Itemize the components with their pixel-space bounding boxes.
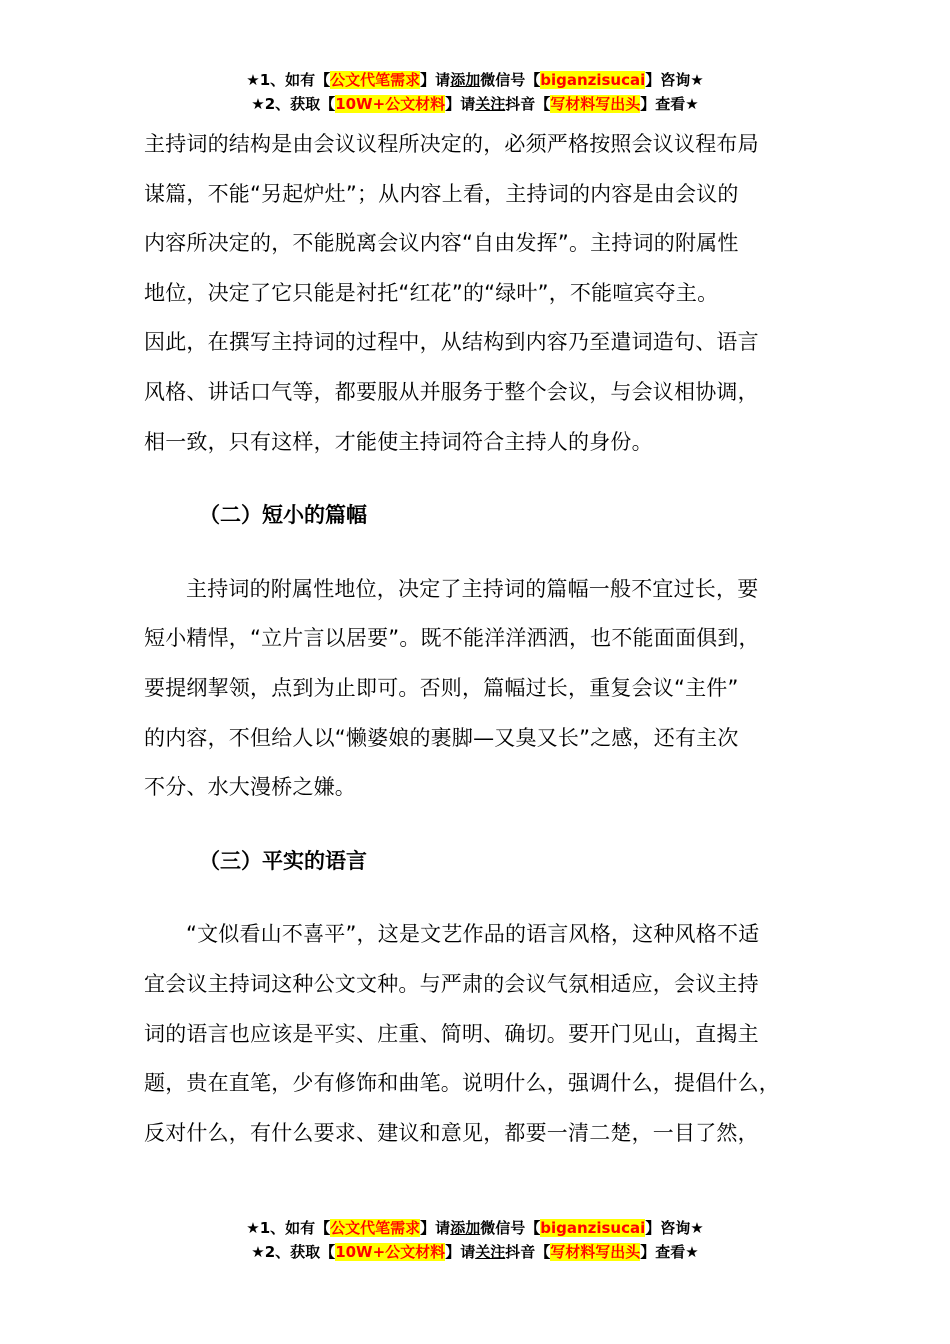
text-line: 主持词的结构是由会议议程所决定的，必须严格按照会议议程布局 [144, 132, 759, 156]
banner-text: 】请 [445, 95, 476, 113]
text-line: 要提纲挈领，点到为止即可。否则，篇幅过长，重复会议“主件” [144, 675, 739, 700]
banner-text: 】查看★ [640, 95, 699, 113]
text-line: 地位，决定了它只能是衬托“红花”的“绿叶”，不能喧宾夺主。 [144, 280, 719, 305]
banner-underlined-text: 添加 [450, 71, 481, 89]
text-line: 题，贵在直笔，少有修饰和曲笔。说明什么，强调什么，提倡什么， [144, 1071, 780, 1096]
text-line: 谋篇，不能“另起炉灶”；从内容上看，主持词的内容是由会议的 [144, 181, 739, 206]
banner-text: 】咨询★ [645, 71, 704, 89]
banner-text: ★1、如有【 [246, 71, 331, 89]
banner-underlined-text: 关注 [475, 1243, 506, 1261]
banner-text: 】请 [420, 71, 451, 89]
banner-text: ★1、如有【 [246, 1219, 331, 1237]
banner-text: 】请 [420, 1219, 451, 1237]
text-line: 相一致，只有这样，才能使主持词符合主持人的身份。 [144, 429, 653, 454]
paragraph-3 [144, 910, 824, 1158]
text-line: 反对什么，有什么要求、建议和意见，都要一清二楚，一目了然， [144, 1120, 759, 1145]
banner-text: 】请 [445, 1243, 476, 1261]
text-line: “文似看山不喜平”，这是文艺作品的语言风格，这种风格不适 [186, 922, 760, 947]
banner-line-2 [0, 1240, 950, 1264]
paragraph-2 [144, 565, 824, 813]
banner-text: ★2、获取【 [251, 95, 336, 113]
section-heading-2: （二）短小的篇幅 [199, 503, 367, 528]
text-line: 词的语言也应该是平实、庄重、简明、确切。要开门见山，直揭主 [144, 1021, 759, 1046]
paragraph-1 [144, 120, 824, 467]
banner-line-2 [0, 92, 950, 116]
text-line: 不分、水大漫桥之嫌。 [144, 775, 356, 800]
banner-underlined-text: 关注 [475, 95, 506, 113]
highlight-douyin-account: 写材料写出头 [550, 1243, 641, 1261]
text-line: 的内容，不但给人以“懒婆娘的裹脚—又臭又长”之感，还有主次 [144, 725, 739, 750]
highlight-materials: 10W+公文材料 [335, 1243, 446, 1261]
banner-text: ★2、获取【 [251, 1243, 336, 1261]
banner-text: 抖音【 [505, 95, 551, 113]
text-line: 因此，在撰写主持词的过程中，从结构到内容乃至遣词造句、语言 [144, 330, 759, 355]
document-body [144, 120, 824, 1158]
text-line: 风格、讲话口气等，都要服从并服务于整个会议，与会议相协调， [144, 379, 759, 404]
footer-banner [0, 1216, 950, 1264]
banner-line-1 [0, 68, 950, 92]
banner-text: 】查看★ [640, 1243, 699, 1261]
header-banner [0, 68, 950, 116]
highlight-wechat-id: biganzisucai [540, 71, 646, 89]
banner-text: 微信号【 [480, 1219, 541, 1237]
highlight-materials: 10W+公文材料 [335, 95, 446, 113]
highlight-douyin-account: 写材料写出头 [550, 95, 641, 113]
text-line: 宜会议主持词这种公文文种。与严肃的会议气氛相适应，会议主持 [144, 971, 759, 996]
highlight-service: 公文代笔需求 [330, 71, 421, 89]
banner-text: 】咨询★ [645, 1219, 704, 1237]
banner-text: 抖音【 [505, 1243, 551, 1261]
banner-line-1 [0, 1216, 950, 1240]
text-line: 短小精悍，“立片言以居要”。既不能洋洋洒洒，也不能面面俱到， [144, 626, 760, 651]
banner-text: 微信号【 [480, 71, 541, 89]
highlight-service: 公文代笔需求 [330, 1219, 421, 1237]
text-line: 内容所决定的，不能脱离会议内容“自由发挥”。主持词的附属性 [144, 231, 739, 256]
banner-underlined-text: 添加 [450, 1219, 481, 1237]
section-heading-3: （三）平实的语言 [199, 848, 367, 873]
highlight-wechat-id: biganzisucai [540, 1219, 646, 1237]
text-line: 主持词的附属性地位，决定了主持词的篇幅一般不宜过长，要 [186, 576, 759, 601]
